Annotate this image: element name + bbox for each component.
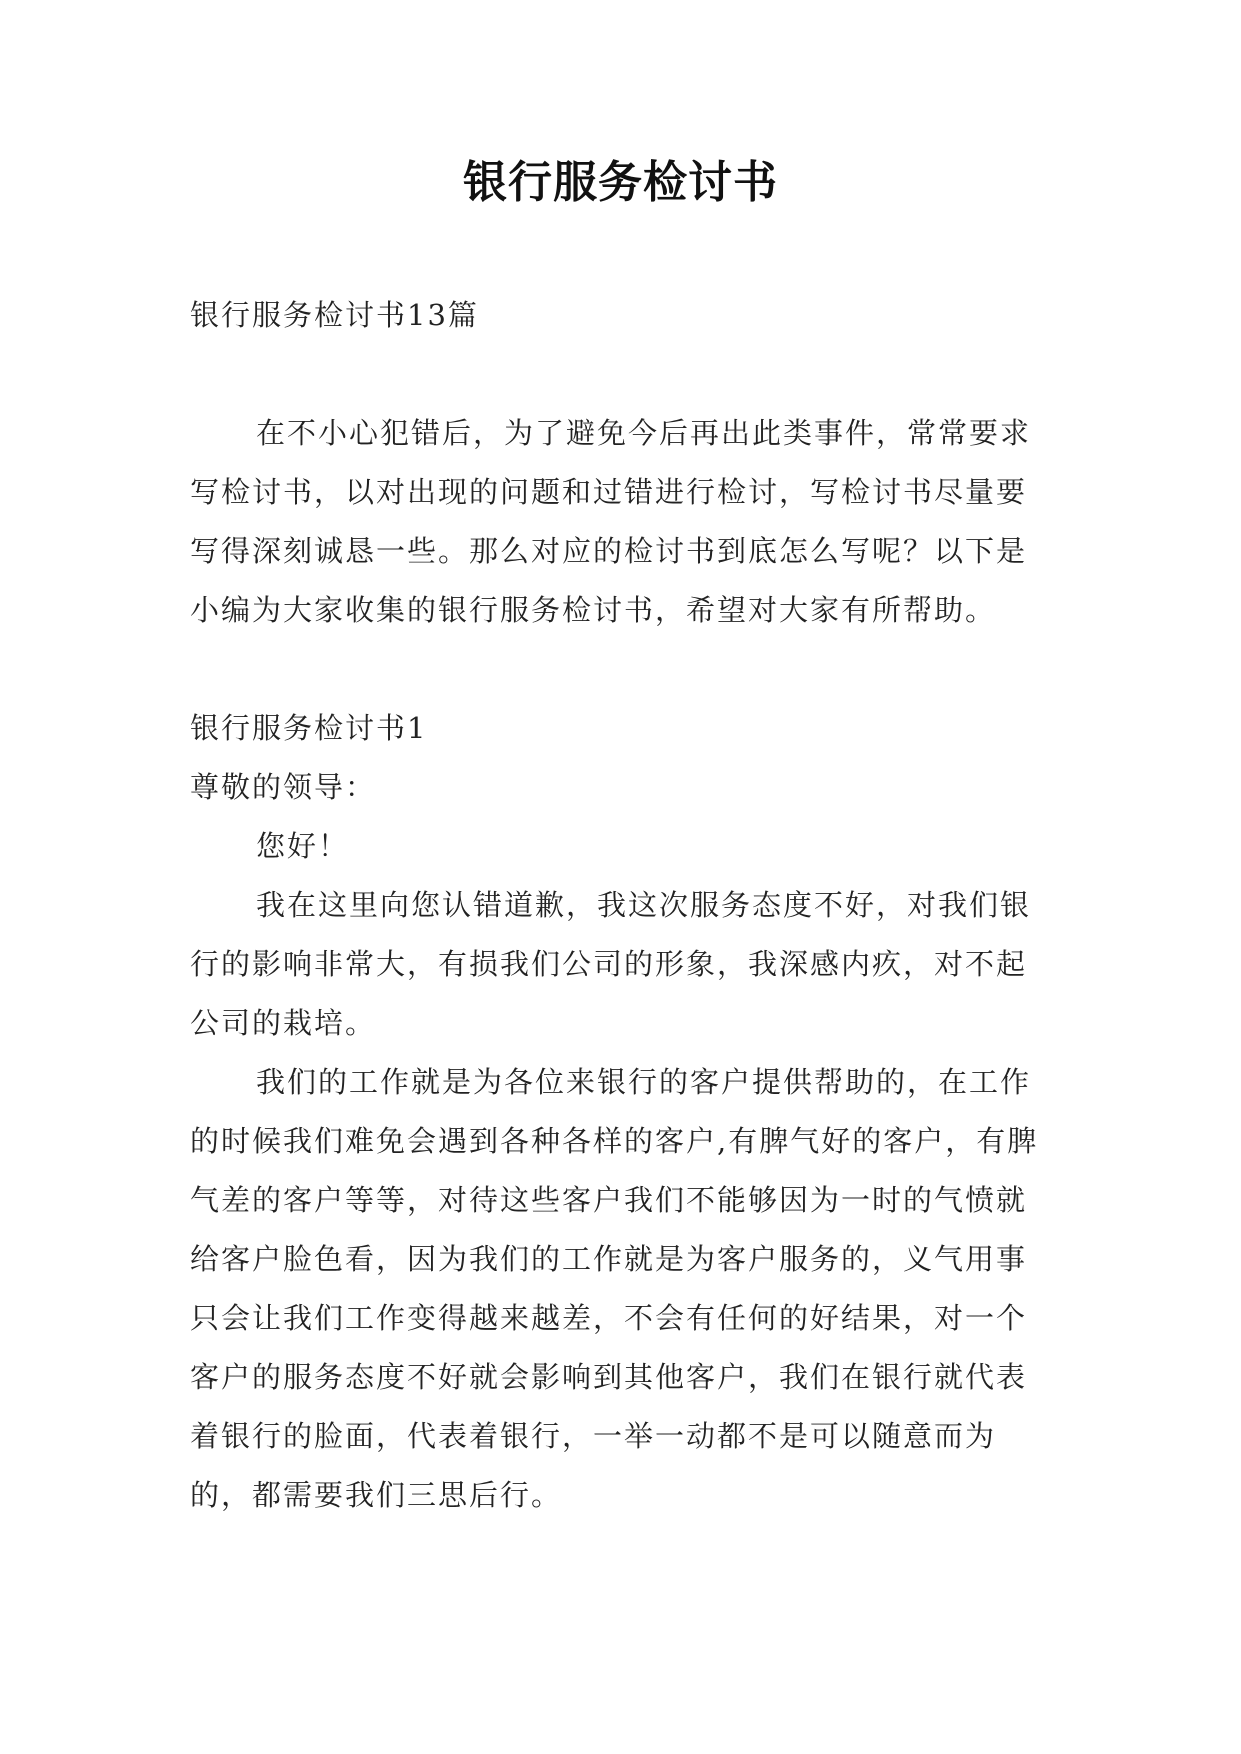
salutation: 尊敬的领导： [190, 770, 377, 804]
intro-paragraph: 在不小心犯错后，为了避免今后再出此类事件，常常要求写检讨书，以对出现的问题和过错进行检讨，写检讨书尽量要写得深刻诚恳一些。那么对应的检讨书到底怎么写呢？以下是小编为大家收集的银行服务检讨书，希望对大家有所帮助。 [190, 416, 1032, 627]
spacer [190, 640, 1050, 699]
greeting: 您好！ [256, 829, 350, 863]
body-paragraph: 我们的工作就是为各位来银行的客户提供帮助的，在工作的时候我们难免会遇到各种各样的客户,有脾气好的客户，有脾气差的客户等等，对待这些客户我们不能够因为一时的气愤就给客户脸色看，因为我们的工作就是为客户服务的，义气用事只会让我们工作变得越来越差，不会有任何的好结果，对一个客户的服务态度不好就会影响到其他客户，我们在银行就代表着银行的脸面，代表着银行，一举一动都不是可以随意而为的，都需要我们三思后行。 [190, 1065, 1039, 1512]
section-heading: 银行服务检讨书1 [190, 711, 428, 745]
document-body [190, 286, 1050, 1525]
document-title: 银行服务检讨书 [463, 157, 778, 208]
document-subtitle: 银行服务检讨书13篇 [190, 298, 479, 332]
body-paragraph: 我在这里向您认错道歉，我这次服务态度不好，对我们银行的影响非常大，有损我们公司的形象，我深感内疚，对不起公司的栽培。 [190, 888, 1032, 1040]
spacer [190, 345, 1050, 404]
